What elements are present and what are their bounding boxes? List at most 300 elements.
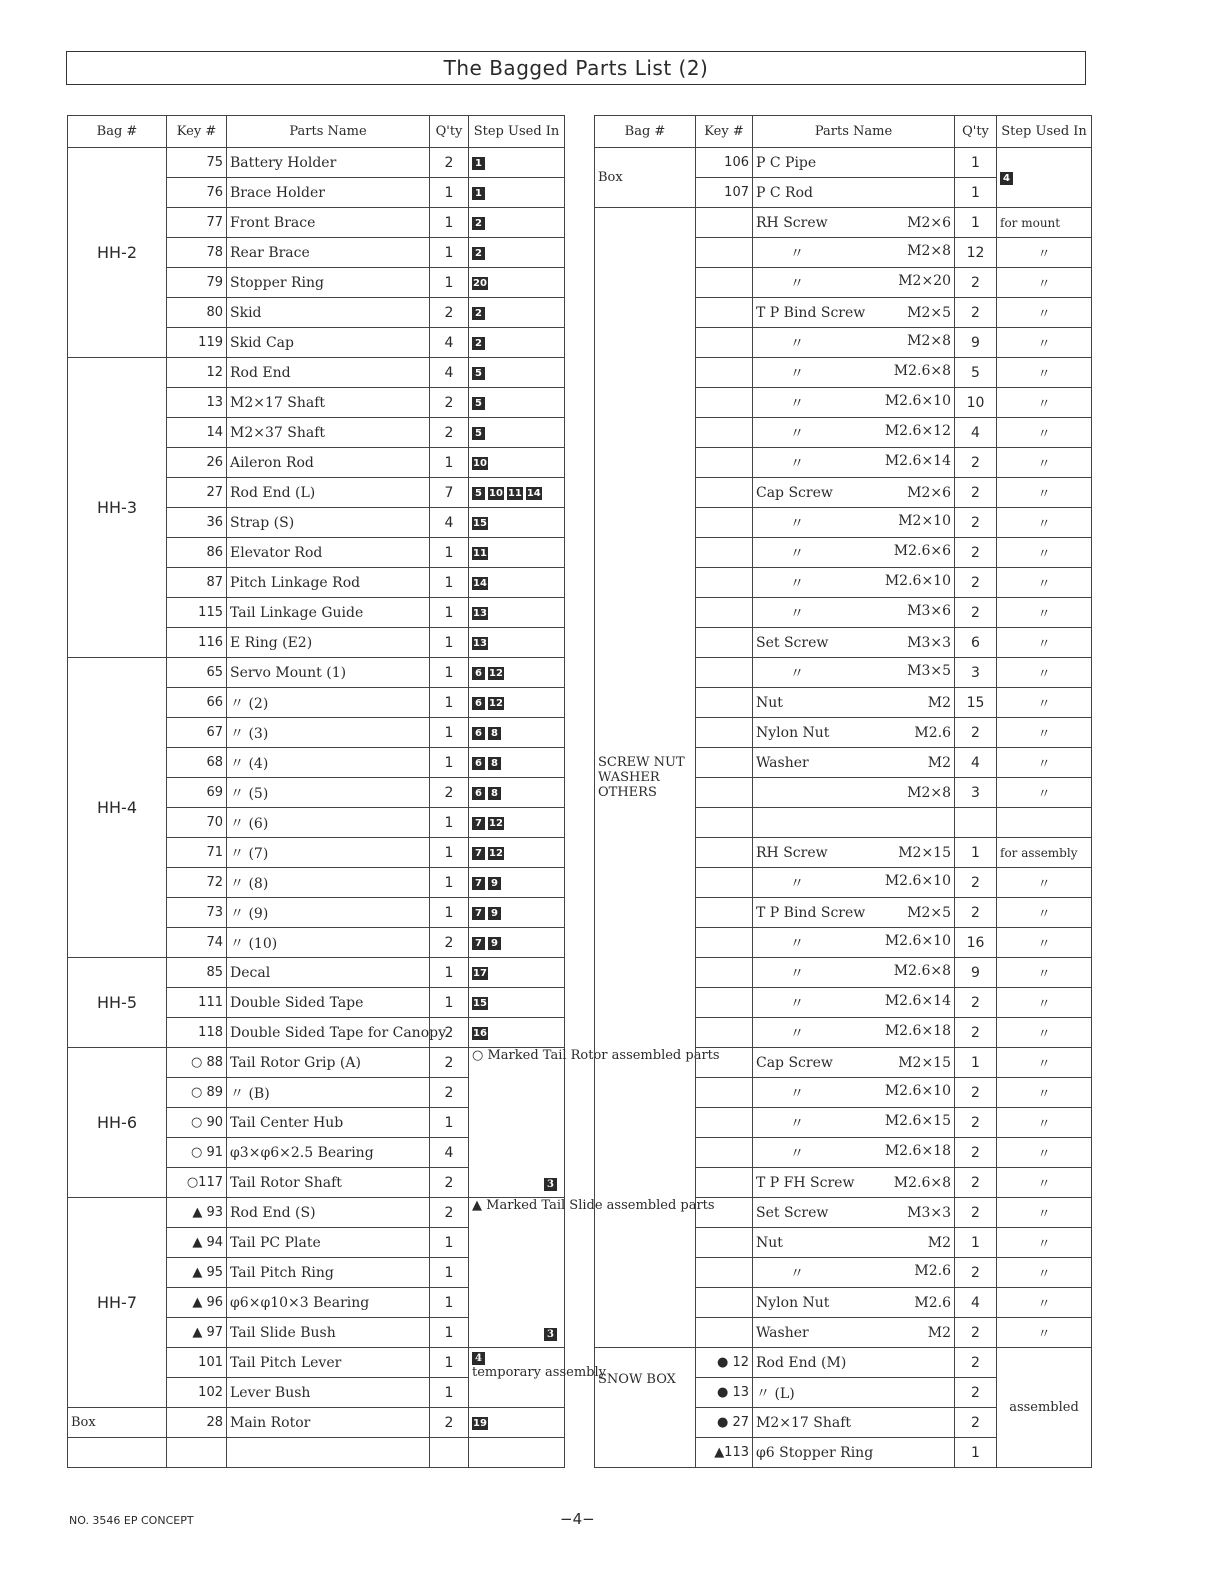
part-name-wrap — [756, 185, 951, 201]
step-used-in — [469, 808, 565, 838]
part-name — [753, 1018, 955, 1048]
part-size: M2×5 — [907, 904, 951, 921]
part-name — [753, 1438, 955, 1468]
step-number-badge: 5 — [472, 367, 485, 380]
step-used-in: 〃 — [997, 598, 1092, 628]
key-number: 75 — [167, 148, 227, 178]
part-name: Front Brace — [227, 208, 430, 238]
part-name — [753, 1408, 955, 1438]
quantity: 1 — [955, 1438, 997, 1468]
key-number: 87 — [167, 568, 227, 598]
part-name — [753, 208, 955, 238]
part-size: M2×8 — [907, 332, 951, 349]
part-name-text: 〃 — [790, 515, 804, 532]
quantity: 1 — [430, 238, 469, 268]
quantity: 1 — [430, 688, 469, 718]
step-used-in: 〃 — [997, 268, 1092, 298]
part-name-text: 〃 — [790, 425, 804, 442]
note-text: temporary assembly — [472, 1365, 606, 1380]
part-size: M2×6 — [907, 484, 951, 501]
part-name-text: T P Bind Screw — [756, 304, 866, 321]
part-name — [753, 238, 955, 268]
step-used-in — [469, 928, 565, 958]
empty-cell — [68, 1438, 167, 1468]
quantity: 2 — [955, 1138, 997, 1168]
part-name-wrap — [756, 1143, 951, 1163]
key-number: 102 — [167, 1378, 227, 1408]
part-name-text: 〃 — [790, 1085, 804, 1102]
page-number: −4− — [560, 1510, 595, 1528]
step-used-in: 〃 — [997, 718, 1092, 748]
part-name-wrap — [756, 243, 951, 263]
header-bag: Bag # — [68, 116, 167, 148]
bag-number: HH-7 — [68, 1198, 167, 1408]
key-number: 73 — [167, 898, 227, 928]
key-number — [696, 718, 753, 748]
quantity: 1 — [430, 718, 469, 748]
table-row — [68, 358, 565, 388]
key-number: 66 — [167, 688, 227, 718]
step-used-in — [469, 778, 565, 808]
part-size: M2.6×8 — [893, 362, 951, 379]
key-number — [696, 1048, 753, 1078]
step-used-in: 〃 — [997, 1228, 1092, 1258]
part-name: Rod End (L) — [227, 478, 430, 508]
key-number: ▲ 94 — [167, 1228, 227, 1258]
step-used-in: 〃 — [997, 658, 1092, 688]
part-name-text: 〃 — [790, 545, 804, 562]
part-name-text: 〃 — [790, 365, 804, 382]
key-number: 65 — [167, 658, 227, 688]
step-number-badge: 13 — [473, 608, 487, 619]
header-key: Key # — [167, 116, 227, 148]
part-name: Brace Holder — [227, 178, 430, 208]
quantity: 2 — [955, 1198, 997, 1228]
part-name-wrap — [756, 333, 951, 353]
part-name-wrap — [756, 305, 951, 321]
quantity: 1 — [430, 958, 469, 988]
part-name — [753, 418, 955, 448]
header-step: Step Used In — [997, 116, 1092, 148]
quantity: 1 — [955, 1048, 997, 1078]
part-size: M2.6 — [914, 1262, 951, 1279]
key-number: ▲ 95 — [167, 1258, 227, 1288]
part-name: Tail Pitch Ring — [227, 1258, 430, 1288]
part-name — [753, 1288, 955, 1318]
part-name: Skid — [227, 298, 430, 328]
part-name — [753, 478, 955, 508]
step-used-in: 〃 — [997, 538, 1092, 568]
part-size: M2.6×10 — [884, 392, 951, 409]
header-name: Parts Name — [227, 116, 430, 148]
step-number-badge: 11 — [473, 548, 487, 559]
step-number-badge: 6 — [472, 697, 485, 710]
step-used-in: 〃 — [997, 898, 1092, 928]
part-name — [753, 898, 955, 928]
step-number-badge: 8 — [488, 727, 501, 740]
step-number-badge: 9 — [488, 937, 501, 950]
key-number — [696, 1138, 753, 1168]
part-name-wrap — [756, 1445, 951, 1461]
part-name: Double Sided Tape for Canopy — [227, 1018, 430, 1048]
part-name: 〃 (7) — [227, 838, 430, 868]
part-name: M2×17 Shaft — [227, 388, 430, 418]
step-used-in — [469, 568, 565, 598]
step-number-badge: 7 — [472, 937, 485, 950]
bag-number: Box — [595, 148, 696, 208]
part-name — [753, 328, 955, 358]
part-name-wrap — [756, 603, 951, 623]
quantity: 4 — [430, 358, 469, 388]
part-name — [753, 808, 955, 838]
step-used-in: 〃 — [997, 1258, 1092, 1288]
step-used-in: 〃 — [997, 448, 1092, 478]
table-row — [68, 1408, 565, 1438]
step-number-badge: 16 — [473, 1028, 487, 1039]
step-note-temporary — [469, 1348, 606, 1408]
step-number-badge: 2 — [472, 307, 485, 320]
step-used-in: 〃 — [997, 778, 1092, 808]
part-name-text: 〃 — [790, 275, 804, 292]
quantity: 3 — [955, 778, 997, 808]
part-name: Tail Center Hub — [227, 1108, 430, 1138]
part-size: M2 — [927, 754, 951, 771]
quantity: 9 — [955, 958, 997, 988]
quantity: 1 — [955, 178, 997, 208]
key-number — [696, 1078, 753, 1108]
key-number — [696, 1288, 753, 1318]
key-number — [696, 1168, 753, 1198]
quantity: 1 — [430, 658, 469, 688]
bag-number: HH-6 — [68, 1048, 167, 1198]
part-name-wrap — [756, 993, 951, 1013]
part-size: M2×8 — [907, 242, 951, 259]
step-number-badge: 3 — [544, 1328, 557, 1341]
key-number: 36 — [167, 508, 227, 538]
part-name: Rod End — [227, 358, 430, 388]
quantity: 2 — [955, 718, 997, 748]
header-qty: Q'ty — [430, 116, 469, 148]
quantity: 1 — [430, 538, 469, 568]
step-used-in: 〃 — [997, 1048, 1092, 1078]
part-size: M2.6 — [914, 724, 951, 741]
quantity: 2 — [430, 418, 469, 448]
part-name: Decal — [227, 958, 430, 988]
step-used-in — [469, 208, 565, 238]
key-number — [696, 268, 753, 298]
part-name — [753, 1348, 955, 1378]
step-number-badge: 17 — [473, 968, 487, 979]
key-number — [696, 388, 753, 418]
step-used-in: 〃 — [997, 1108, 1092, 1138]
step-used-in: 〃 — [997, 1168, 1092, 1198]
empty-cell — [469, 1438, 565, 1468]
quantity: 1 — [955, 148, 997, 178]
part-name-wrap — [756, 393, 951, 413]
step-used-in — [469, 1018, 565, 1048]
step-number-badge: 6 — [472, 727, 485, 740]
part-name-wrap — [756, 1113, 951, 1133]
step-used-in: 〃 — [997, 1288, 1092, 1318]
step-used-in: 〃 — [997, 388, 1092, 418]
quantity: 1 — [430, 748, 469, 778]
step-number-badge: 15 — [473, 998, 487, 1009]
key-number — [696, 298, 753, 328]
key-number: ○ 91 — [167, 1138, 227, 1168]
key-number — [696, 838, 753, 868]
key-number: 101 — [167, 1348, 227, 1378]
key-number: ○ 88 — [167, 1048, 227, 1078]
part-size: M2.6×10 — [884, 1082, 951, 1099]
part-name — [753, 1258, 955, 1288]
key-number: ▲ 93 — [167, 1198, 227, 1228]
key-number — [696, 328, 753, 358]
part-name-wrap — [756, 1355, 951, 1371]
table-row — [68, 658, 565, 688]
step-number-badge: 6 — [472, 787, 485, 800]
step-number-badge: 10 — [473, 458, 487, 469]
step-number-badge: 12 — [489, 818, 503, 829]
key-number: ● 13 — [696, 1378, 753, 1408]
quantity: 1 — [430, 178, 469, 208]
step-number-badge: 6 — [472, 757, 485, 770]
part-name — [753, 388, 955, 418]
table-row — [595, 148, 1092, 178]
key-number — [696, 778, 753, 808]
part-name-wrap — [756, 1055, 951, 1071]
part-name-text: 〃 (L) — [756, 1385, 795, 1402]
step-used-in: 〃 — [997, 628, 1092, 658]
key-number — [696, 568, 753, 598]
step-number-badge: 7 — [472, 817, 485, 830]
bag-number: HH-3 — [68, 358, 167, 658]
step-number-badge: 12 — [489, 698, 503, 709]
step-used-in: 〃 — [997, 1018, 1092, 1048]
part-name — [753, 268, 955, 298]
quantity: 1 — [430, 268, 469, 298]
step-note-tail-rotor — [469, 1048, 720, 1198]
part-name-wrap — [756, 873, 951, 893]
part-name-wrap — [756, 1083, 951, 1103]
part-size: M3×6 — [907, 602, 951, 619]
step-used-in — [469, 148, 565, 178]
part-size: M2 — [927, 1324, 951, 1341]
bag-number: SNOW BOX — [595, 1348, 696, 1468]
step-number-badge: 7 — [472, 877, 485, 890]
part-name: Main Rotor — [227, 1408, 430, 1438]
part-name: Stopper Ring — [227, 268, 430, 298]
key-number — [696, 1108, 753, 1138]
part-size: M2 — [927, 1234, 951, 1251]
step-number-badge: 19 — [473, 1418, 487, 1429]
part-name: Tail PC Plate — [227, 1228, 430, 1258]
key-number — [696, 538, 753, 568]
part-name: Skid Cap — [227, 328, 430, 358]
quantity: 2 — [430, 1018, 469, 1048]
key-number: 80 — [167, 298, 227, 328]
part-name — [753, 988, 955, 1018]
step-used-in: 〃 — [997, 988, 1092, 1018]
part-name-wrap — [756, 1263, 951, 1283]
part-name-text: Nylon Nut — [756, 724, 830, 741]
quantity: 1 — [430, 1258, 469, 1288]
part-name-text: 〃 — [790, 1025, 804, 1042]
key-number: 71 — [167, 838, 227, 868]
key-number: 68 — [167, 748, 227, 778]
step-number-badge: 4 — [472, 1352, 485, 1365]
step-used-in — [469, 358, 565, 388]
step-number-badge: 13 — [473, 638, 487, 649]
quantity: 9 — [955, 328, 997, 358]
part-name — [753, 1168, 955, 1198]
part-name — [753, 658, 955, 688]
part-name — [753, 958, 955, 988]
key-number: ● 27 — [696, 1408, 753, 1438]
key-number: ▲ 97 — [167, 1318, 227, 1348]
step-used-in — [469, 628, 565, 658]
key-number — [696, 658, 753, 688]
step-number-badge: 3 — [544, 1178, 557, 1191]
part-name-text: 〃 — [790, 335, 804, 352]
step-used-in — [469, 448, 565, 478]
header-bag: Bag # — [595, 116, 696, 148]
part-name — [753, 1198, 955, 1228]
part-name — [753, 568, 955, 598]
part-name-text: Nut — [756, 694, 783, 711]
step-used-in — [469, 238, 565, 268]
part-name — [753, 538, 955, 568]
part-name: φ6×φ10×3 Bearing — [227, 1288, 430, 1318]
part-name-wrap — [756, 485, 951, 501]
key-number: 69 — [167, 778, 227, 808]
part-name-text: Washer — [756, 1324, 809, 1341]
key-number: ○ 90 — [167, 1108, 227, 1138]
key-number: 107 — [696, 178, 753, 208]
quantity: 2 — [430, 1408, 469, 1438]
bag-number: HH-5 — [68, 958, 167, 1048]
header-step: Step Used In — [469, 116, 565, 148]
step-number-badge: 12 — [489, 848, 503, 859]
part-name: E Ring (E2) — [227, 628, 430, 658]
part-name-wrap — [756, 1175, 951, 1191]
quantity: 1 — [955, 838, 997, 868]
step-number-badge: 1 — [472, 187, 485, 200]
part-size: M2.6×8 — [893, 1174, 951, 1191]
quantity: 2 — [955, 1108, 997, 1138]
quantity: 3 — [955, 658, 997, 688]
key-number: 70 — [167, 808, 227, 838]
step-used-in — [469, 598, 565, 628]
part-name — [753, 628, 955, 658]
key-number — [696, 598, 753, 628]
part-name-wrap — [756, 513, 951, 533]
quantity: 1 — [430, 1348, 469, 1378]
part-name-text: Washer — [756, 754, 809, 771]
step-number-badge: 8 — [488, 757, 501, 770]
quantity: 1 — [430, 598, 469, 628]
part-name-wrap — [756, 725, 951, 741]
part-name-wrap — [756, 845, 951, 861]
step-used-in — [997, 808, 1092, 838]
part-name-text: T P FH Screw — [756, 1174, 855, 1191]
step-used-in: 〃 — [997, 1198, 1092, 1228]
quantity: 2 — [955, 1318, 997, 1348]
part-name: Tail Slide Bush — [227, 1318, 430, 1348]
part-size: M2×15 — [898, 844, 951, 861]
step-used-in — [469, 868, 565, 898]
step-used-in — [469, 478, 565, 508]
table-row — [595, 1348, 1092, 1378]
part-name — [753, 688, 955, 718]
quantity — [955, 808, 997, 838]
key-number: 116 — [167, 628, 227, 658]
key-number: 79 — [167, 268, 227, 298]
page-title: The Bagged Parts List (2) — [66, 51, 1086, 85]
quantity: 2 — [955, 868, 997, 898]
part-name: Tail Linkage Guide — [227, 598, 430, 628]
part-size: M2.6×15 — [884, 1112, 951, 1129]
key-number — [696, 1318, 753, 1348]
part-name: Pitch Linkage Rod — [227, 568, 430, 598]
quantity: 1 — [430, 988, 469, 1018]
part-name-text: Nylon Nut — [756, 1294, 830, 1311]
part-name: 〃 (9) — [227, 898, 430, 928]
step-number-badge: 9 — [488, 877, 501, 890]
key-number: ○ 89 — [167, 1078, 227, 1108]
part-name: M2×37 Shaft — [227, 418, 430, 448]
quantity: 2 — [430, 148, 469, 178]
quantity: 2 — [955, 568, 997, 598]
quantity: 1 — [430, 1318, 469, 1348]
bag-number: Box — [68, 1408, 167, 1438]
key-number: 67 — [167, 718, 227, 748]
quantity: 2 — [430, 388, 469, 418]
step-number-badge: 20 — [473, 278, 487, 289]
key-number: 85 — [167, 958, 227, 988]
quantity: 1 — [430, 1108, 469, 1138]
quantity: 1 — [430, 808, 469, 838]
part-name-text: T P Bind Screw — [756, 904, 866, 921]
part-name-wrap — [756, 905, 951, 921]
table-row — [595, 208, 1092, 238]
quantity: 1 — [430, 1378, 469, 1408]
quantity: 7 — [430, 478, 469, 508]
part-size: M2×6 — [907, 214, 951, 231]
key-number — [696, 208, 753, 238]
quantity: 2 — [430, 778, 469, 808]
empty-cell — [167, 1438, 227, 1468]
part-name — [753, 1108, 955, 1138]
key-number — [696, 1258, 753, 1288]
quantity: 2 — [430, 1168, 469, 1198]
step-number-badge: 7 — [472, 847, 485, 860]
key-number: ○117 — [167, 1168, 227, 1198]
key-number: 86 — [167, 538, 227, 568]
key-number — [696, 628, 753, 658]
part-name-text: Cap Screw — [756, 484, 833, 501]
key-number — [696, 478, 753, 508]
key-number — [696, 958, 753, 988]
part-name: 〃 (6) — [227, 808, 430, 838]
step-number-badge: 14 — [526, 488, 541, 499]
key-number: 111 — [167, 988, 227, 1018]
step-used-in: 〃 — [997, 688, 1092, 718]
part-name-wrap — [756, 1325, 951, 1341]
step-used-in: 〃 — [997, 238, 1092, 268]
quantity: 2 — [955, 1078, 997, 1108]
part-name: Rear Brace — [227, 238, 430, 268]
quantity: 1 — [955, 1228, 997, 1258]
